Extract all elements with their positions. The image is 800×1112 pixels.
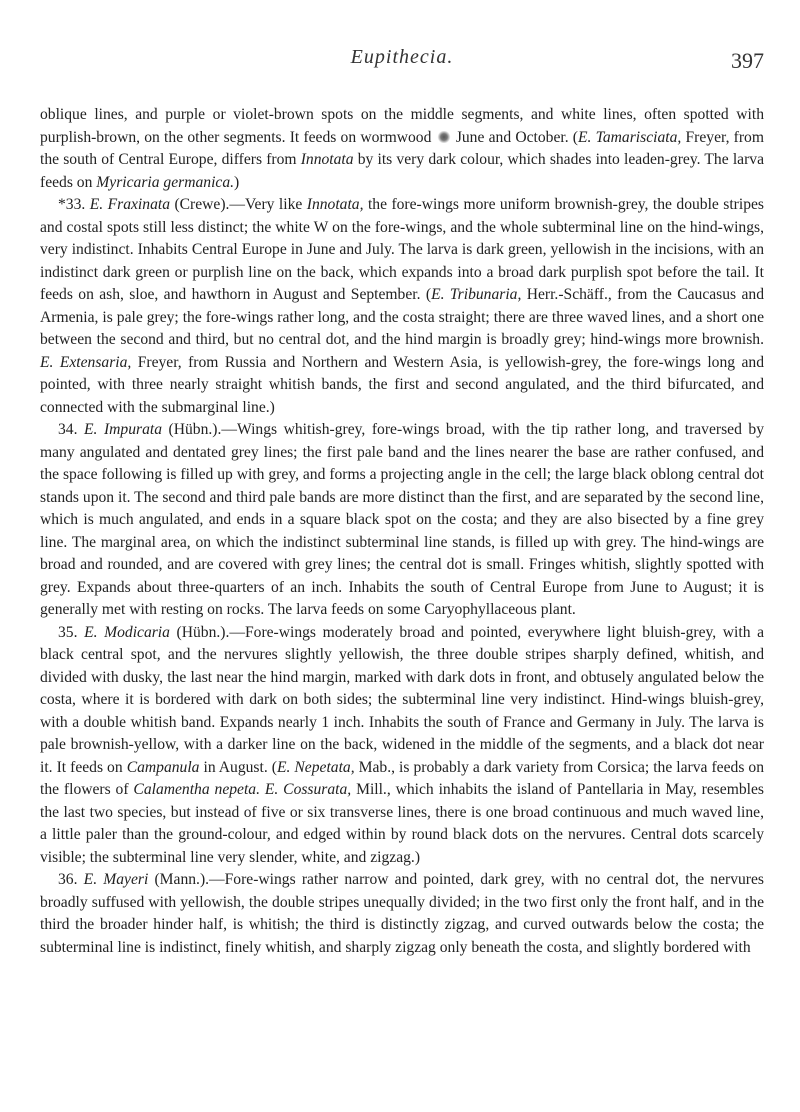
text-run: (Crewe).—Very like <box>170 196 307 213</box>
italic-text: E. Impurata <box>84 421 163 438</box>
text-run: June and October. ( <box>451 128 578 146</box>
italic-text: E. Cossurata, <box>264 781 352 798</box>
text-run: 35. <box>58 623 85 641</box>
text-run: *33. <box>58 196 90 213</box>
ink-speck-icon <box>437 131 451 143</box>
paragraph <box>40 622 764 870</box>
italic-text: Campanula <box>126 758 200 776</box>
paragraph <box>40 194 764 419</box>
text-run: in August. ( <box>199 758 277 776</box>
text-run: Freyer, from the south of Central Europe, differs from <box>40 128 764 168</box>
italic-text: Innotata <box>300 151 354 168</box>
italic-text: E. Modicaria <box>84 623 170 641</box>
italic-text: Calamentha nepeta. <box>133 781 260 798</box>
italic-text: E. Tamarisciata, <box>578 128 682 146</box>
paragraph <box>40 419 764 622</box>
italic-text: E. Tribunaria, <box>431 286 522 303</box>
book-page <box>40 0 764 1112</box>
text-run: the fore-wings more uniform brownish-grey, the double stripes and costal spots still less distinct; the white W on the fore-wings, and the whole subterminal line on the hind-wings, very indistinct. Inhabits Central Europe in June and July. The larva is dark green, yellowish in the incisions, with an indistinct dark green or purplish line on the back, which expands into a broad dark purplish spot before the tail. It feeds on ash, sloe, and hawthorn in August and September. ( <box>40 196 764 303</box>
running-header <box>40 46 764 86</box>
paragraph <box>40 869 764 959</box>
body-text <box>40 104 764 959</box>
text-run: 34. <box>58 421 85 438</box>
text-run: oblique lines, and purple or violet-brown spots on the middle segments, and white lines, often spotted with purplish-brown, on the other segments. It feeds on wormwood <box>40 106 764 146</box>
italic-text: E. Mayeri <box>83 871 149 888</box>
text-run: Mill., which inhabits the island of Pantellaria in May, resembles the last two species, but instead of five or six transverse lines, there is one broad continuous and much waved line, a little paler than the ground-colour, and edged within by round black dots on the nervures. Central dots scarcely visible; the subterminal line very slender, white, and zigzag.) <box>40 781 764 866</box>
text-run: Freyer, from Russia and Northern and Western Asia, is yellowish-grey, the fore-wings long and pointed, with three nearly straight whitish bands, the first and second angulated, and the third bifurcated, and connected with the submarginal line.) <box>40 353 764 416</box>
italic-text: E. Nepetata, <box>276 758 355 776</box>
italic-text: E. Fraxinata <box>89 196 170 213</box>
text-run: ) <box>234 173 240 191</box>
italic-text: Innotata, <box>306 196 364 213</box>
text-run: (Hübn.).—Wings whitish-grey, fore-wings broad, with the tip rather long, and traversed by many angulated and dentated grey lines; the first pale band and the lines nearer the base are rather confused, and the space following is filled up with grey, and forms a projecting angle in the cell; the large black oblong central dot stands upon it. The second and third pale bands are more distinct than the first, and are separated by the second line, which is much angulated, and ends in a square black spot on the costa; and they are also bisected by a fine grey line. The marginal area, on which the indistinct subterminal line stands, is filled up with grey. The hind-wings are broad and rounded, and are covered with grey lines; the central dot is small. Fringes whitish, slightly spotted with grey. Expands about three-quarters of an inch. Inhabits the south of Central Europe from June to August; it is generally met with resting on rocks. The larva feeds on some Caryophyllaceous plant. <box>40 421 764 618</box>
text-run: by its very dark colour, which shades into leaden-grey. The larva feeds on <box>40 151 764 191</box>
page-number: 397 <box>731 48 764 73</box>
text-run: 36. <box>58 871 84 888</box>
text-run: Mab., is probably a dark variety from Corsica; the larva feeds on the flowers of <box>40 758 765 798</box>
text-run: (Hübn.).—Fore-wings moderately broad and pointed, everywhere light bluish-grey, with a black central spot, and the nervures slightly yellowish, the three double stripes sharply defined, whitish, and divided with dusky, the last near the hind margin, marked with dark dots in front, and obtusely angulated below the costa, where it is bordered with dark on both sides; the subterminal line very indistinct. Hind-wings bluish-grey, with a double whitish band. Expands nearly 1 inch. Inhabits the south of France and Germany in July. The larva is pale brownish-yellow, with a darker line on the back, widened in the middle of the segments, and a black dot near it. It feeds on <box>40 623 765 776</box>
running-title: Eupithecia. <box>350 46 454 68</box>
paragraph <box>40 104 764 194</box>
text-run: (Mann.).—Fore-wings rather narrow and pointed, dark grey, with no central dot, the nervures broadly suffused with yellowish, the double stripes unequally divided; in the two first only the front half, and in the third the broader hinder half, is whitish; the third is distinctly zigzag, and curved outwards below the costa; the subterminal line is indistinct, finely whitish, and sharply zigzag only beneath the costa, and slightly bordered with <box>40 871 764 956</box>
italic-text: E. Extensaria, <box>40 353 132 371</box>
italic-text: Myricaria germanica. <box>96 173 235 191</box>
text-run: Herr.-Schäff., from the Caucasus and Armenia, is pale grey; the fore-wings rather long, and the costa straight; there are three waved lines, and a short one between the second and third, but no central dot, and the hind margin is broadly grey; hind-wings more brownish. <box>40 286 764 348</box>
